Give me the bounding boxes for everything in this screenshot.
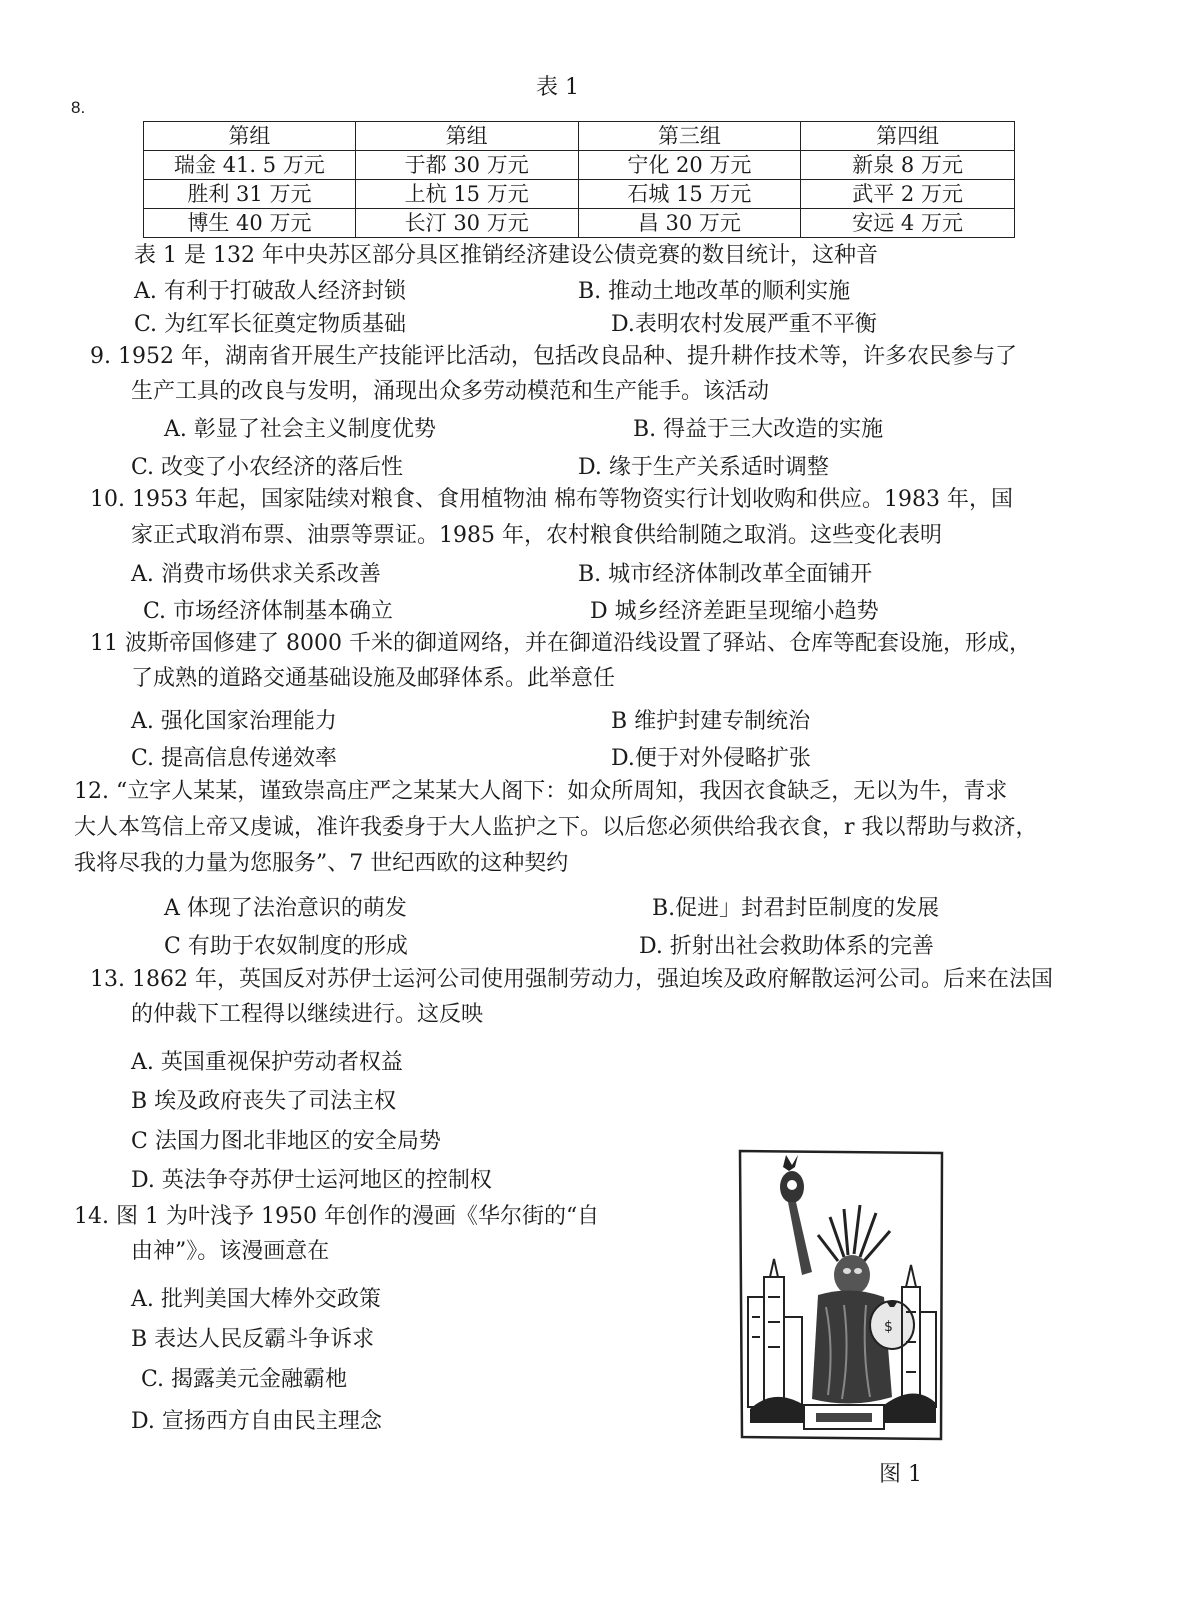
- q11-option-d[interactable]: D.便于对外侵略扩张: [611, 746, 811, 771]
- table-caption: 表 1: [536, 75, 579, 100]
- q8-option-c[interactable]: C. 为红军长征奠定物质基础: [134, 312, 407, 337]
- q10-option-d[interactable]: D 城乡经济差距呈现缩小趋势: [590, 599, 879, 624]
- q8-stem: 表 1 是 132 年中央苏区部分具区推销经济建设公债竞赛的数目统计，这种音: [134, 243, 878, 268]
- q11-option-b[interactable]: B 维护封建专制统治: [611, 709, 811, 734]
- q12-stem-line3: 我将尽我的力量为您服务”、7 世纪西欧的这种契约: [74, 851, 569, 876]
- q12-option-c[interactable]: C 有助于农奴制度的形成: [164, 934, 408, 959]
- q10-option-a[interactable]: A. 消费市场供求关系改善: [131, 562, 381, 587]
- table-header-cell: 第组: [144, 122, 356, 151]
- data-table-1: [143, 121, 1015, 238]
- table-cell: 博生 40 万元: [144, 209, 356, 238]
- q8-option-b[interactable]: B. 推动土地改革的顺利实施: [578, 279, 851, 304]
- q11-stem-line2: 了成熟的道路交通基础设施及邮驿体系。此举意任: [131, 666, 616, 691]
- q8-option-a[interactable]: A. 有利于打破敌人经济封锁: [134, 279, 406, 304]
- table-header-cell: 第四组: [801, 122, 1015, 151]
- table-cell: 昌 30 万元: [578, 209, 801, 238]
- q11-option-c[interactable]: C. 提高信息传递效率: [131, 746, 338, 771]
- table-row: [144, 209, 1015, 238]
- q14-option-d[interactable]: D. 宣扬西方自由民主理念: [131, 1409, 382, 1434]
- q12-option-b[interactable]: B.促进」封君封臣制度的发展: [652, 896, 940, 921]
- table-row: [144, 151, 1015, 180]
- table-cell: 新泉 8 万元: [801, 151, 1015, 180]
- q9-option-a[interactable]: A. 彰显了社会主义制度优势: [164, 417, 436, 442]
- table-cell: 胜利 31 万元: [144, 180, 356, 209]
- table-cell: 上杭 15 万元: [355, 180, 578, 209]
- q8-option-d[interactable]: D.表明农村发展严重不平衡: [611, 312, 877, 337]
- table-cell: 石城 15 万元: [578, 180, 801, 209]
- table-cell: 宁化 20 万元: [578, 151, 801, 180]
- q12-stem-line2: 大人本笃信上帝又虔诚，准许我委身于大人监护之下。以后您必须供给我衣食，r 我以帮助与救济，: [74, 815, 1038, 840]
- q14-option-a[interactable]: A. 批判美国大棒外交政策: [131, 1287, 381, 1312]
- table-cell: 瑞金 41. 5 万元: [144, 151, 356, 180]
- q10-option-c[interactable]: C. 市场经济体制基本确立: [143, 599, 394, 624]
- table-cell: 安远 4 万元: [801, 209, 1015, 238]
- q14-option-c[interactable]: C. 揭露美元金融霸杝: [141, 1367, 348, 1392]
- table-row: [144, 180, 1015, 209]
- q12-option-d[interactable]: D. 折射出社会救助体系的完善: [639, 934, 934, 959]
- table-cell: 于都 30 万元: [355, 151, 578, 180]
- q14-option-b[interactable]: B 表达人民反霸斗争诉求: [131, 1327, 375, 1352]
- q14-stem-line2: 由神”》。该漫画意在: [131, 1239, 330, 1264]
- q13-stem-line2: 的仲裁下工程得以继续进行。这反映: [131, 1002, 484, 1027]
- q10-stem-line2: 家正式取消布票、油票等票证。1985 年，农村粮食供给制随之取消。这些变化表明: [131, 523, 942, 548]
- q10-option-b[interactable]: B. 城市经济体制改革全面铺开: [578, 562, 873, 587]
- table-cell: 武平 2 万元: [801, 180, 1015, 209]
- q9-option-c[interactable]: C. 改变了小农经济的落后性: [131, 455, 404, 480]
- q13-option-c[interactable]: C 法国力图北非地区的安全局势: [131, 1129, 441, 1154]
- q12-option-a[interactable]: A 体现了法治意识的萌发: [164, 896, 407, 921]
- q9-stem-line1: 9. 1952 年，湖南省开展生产技能评比活动，包括改良品种、提升耕作技术等，许多农民参与了: [90, 344, 1017, 369]
- q9-option-d[interactable]: D. 缘于生产关系适时调整: [578, 455, 829, 480]
- table-header-cell: 第三组: [578, 122, 801, 151]
- table-header-cell: 第组: [355, 122, 578, 151]
- q12-stem-line1: 12. “立字人某某，谨致崇高庄严之某某大人阁下：如众所周知，我因衣食缺乏，无以为牛，青求: [74, 779, 1008, 804]
- q13-option-b[interactable]: B 埃及政府丧失了司法主权: [131, 1089, 397, 1114]
- statue-of-liberty-cartoon: [734, 1147, 948, 1445]
- q11-option-a[interactable]: A. 强化国家治理能力: [131, 709, 337, 734]
- q9-stem-line2: 生产工具的改良与发明，涌现出众多劳动模范和生产能手。该活动: [131, 379, 770, 404]
- figure-caption: 图 1: [879, 1462, 922, 1487]
- q13-stem-line1: 13. 1862 年，英国反对苏伊士运河公司使用强制劳动力，强迫埃及政府解散运河公司。后来在法国: [90, 967, 1053, 992]
- q8-number: 8.: [71, 98, 86, 117]
- q14-stem-line1: 14. 图 1 为叶浅予 1950 年创作的漫画《华尔街的“自: [74, 1204, 600, 1229]
- q10-stem-line1: 10. 1953 年起，国家陆续对粮食、食用植物油 棉布等物资实行计划收购和供应。1983 年，国: [90, 487, 1013, 512]
- table-cell: 长汀 30 万元: [355, 209, 578, 238]
- q11-stem-line1: 11 波斯帝国修建了 8000 千米的御道网络，并在御道沿线设置了驿站、仓库等配套设施，形成，: [90, 631, 1031, 656]
- q9-option-b[interactable]: B. 得益于三大改造的实施: [633, 417, 884, 442]
- svg-text:$: $: [884, 1319, 893, 1335]
- table-header-row: [144, 122, 1015, 151]
- q13-option-a[interactable]: A. 英国重视保护劳动者权益: [131, 1050, 403, 1075]
- cartoon-figure: [734, 1147, 948, 1445]
- q13-option-d[interactable]: D. 英法争夺苏伊士运河地区的控制权: [131, 1168, 492, 1193]
